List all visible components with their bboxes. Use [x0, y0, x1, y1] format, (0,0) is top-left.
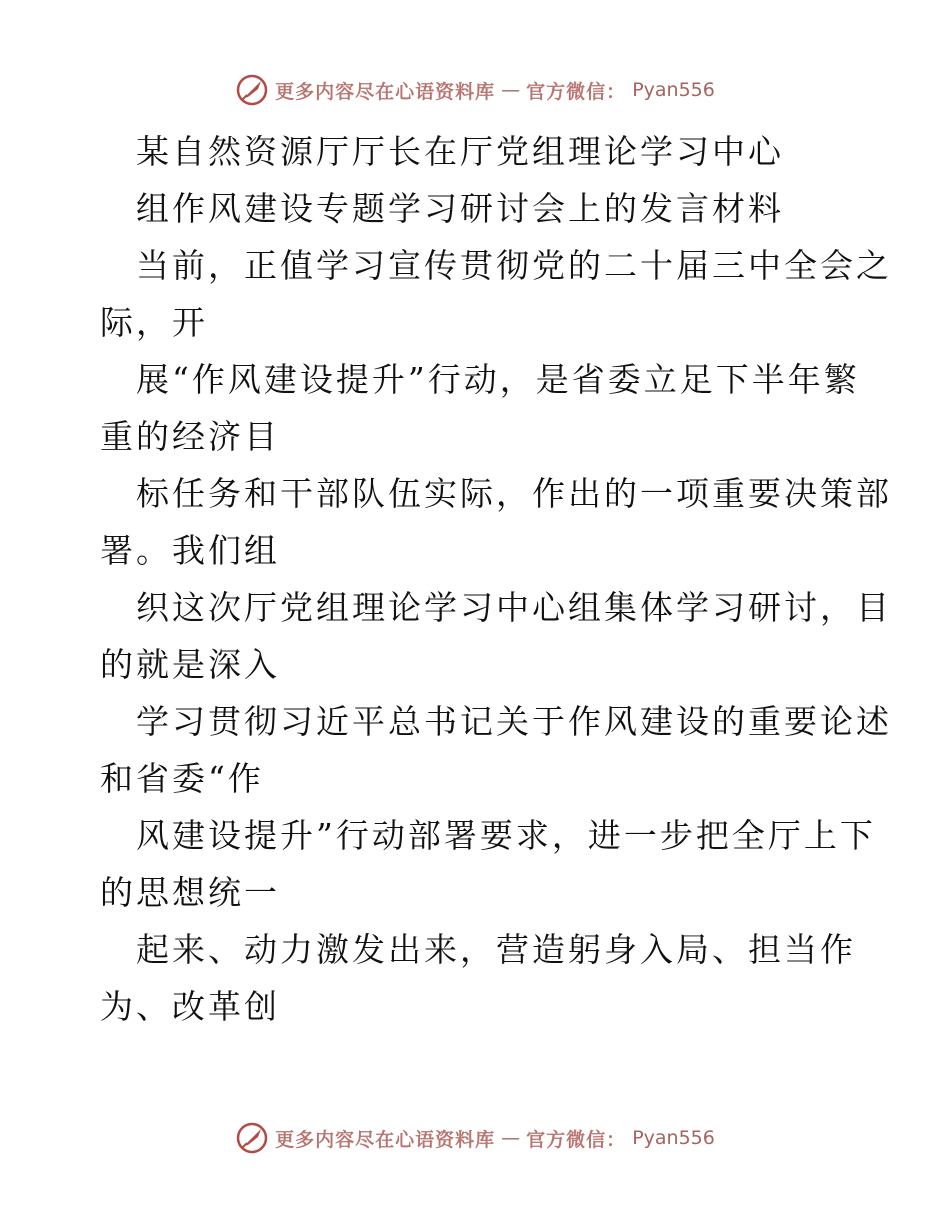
watermark-contact-label: 官方微信： [526, 1128, 627, 1151]
watermark-contact-id: Pyan556 [632, 79, 715, 101]
title-line-2: 组作风建设专题学习研讨会上的发言材料 [136, 189, 784, 228]
watermark-separator: — [501, 1127, 521, 1149]
watermark-brand: 更多内容尽在心语资料库 [275, 80, 496, 103]
paragraph-line: 重的经济目 [100, 417, 280, 456]
paragraph-line: 学习贯彻习近平总书记关于作风建设的重要论述 [136, 702, 892, 741]
watermark-contact-id: Pyan556 [632, 1127, 715, 1149]
document-body [100, 123, 892, 1035]
paragraph-line: 署。我们组 [100, 531, 280, 570]
quill-logo-icon [235, 1121, 269, 1155]
paragraph-line: 风建设提升”行动部署要求，进一步把全厅上下 [136, 816, 876, 855]
paragraph-line: 织这次厅党组理论学习中心组集体学习研讨，目 [136, 588, 892, 627]
paragraph-line: 和省委“作 [100, 759, 264, 798]
watermark-contact-label: 官方微信： [526, 80, 627, 103]
paragraph-line: 起来、动力激发出来，营造躬身入局、担当作 [136, 930, 856, 969]
paragraph-line: 当前，正值学习宣传贯彻党的二十届三中全会之 [136, 246, 892, 285]
quill-logo-icon [235, 73, 269, 107]
paragraph-line: 展“作风建设提升”行动，是省委立足下半年繁 [136, 360, 860, 399]
paragraph-line: 的就是深入 [100, 645, 280, 684]
paragraph-line: 标任务和干部队伍实际，作出的一项重要决策部 [136, 474, 892, 513]
header-watermark [0, 70, 950, 110]
paragraph-line: 的思想统一 [100, 873, 280, 912]
paragraph-line: 际，开 [100, 303, 208, 342]
footer-watermark [0, 1118, 950, 1158]
title-line-1: 某自然资源厅厅长在厅党组理论学习中心 [136, 132, 784, 171]
paragraph-line: 为、改革创 [100, 987, 280, 1026]
watermark-brand: 更多内容尽在心语资料库 [275, 1128, 496, 1151]
watermark-separator: — [501, 79, 521, 101]
